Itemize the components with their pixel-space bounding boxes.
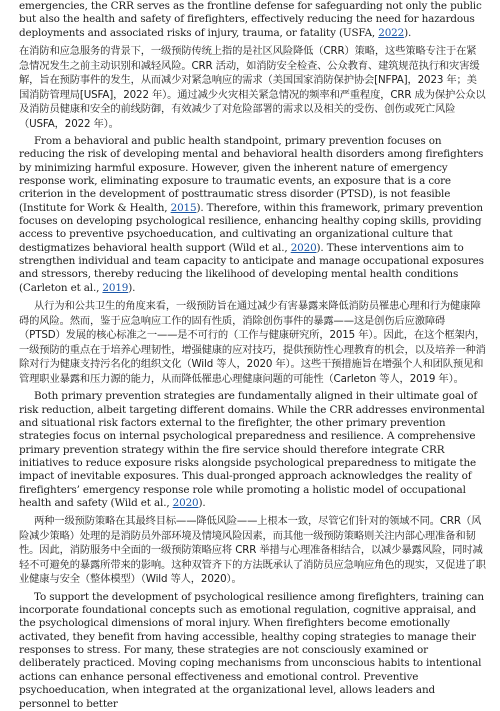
paragraph-text: ). [404,26,412,39]
paragraph-3-en [19,390,486,510]
paragraph-text: ). [128,281,136,294]
paragraph-text: ). Therefore, within this framework, primary prevention focuses on developing psychological resilience, enhancing healthy coping skills, providing access to preventive psychoeducation, and cultivating an organizational culture that destigmatizes behavioral health support (Wild et al., [19,201,483,254]
paragraph-text: 两种一级预防策略在其最终目标——降低风险——上根本一致，尽管它们针对的领域不同。CRR（风险减少策略）处理的是消防员外部环境及情境风险因素，而其他一级预防策略则关注内部心理准备和韧性。因此，消防服务中全面的一级预防策略应将 CRR 举措与心理准备相结合，以减少暴露风险，同时减轻不可避免的暴露所带来的影响。这种双管齐下的方法既承认了消防员应急响应角色的现实，又促进了职业健康与安全（整体模型）（Wild 等人，2020）。 [19,515,486,586]
paragraph-text: 从行为和公共卫生的角度来看，一级预防旨在通过减少有害暴露来降低消防员罹患心理和行为健康障碍的风险。然而，鉴于应急响应工作的固有性质，消除创伤事件的暴露——这是创伤后应激障碍（PTSD）发展的核心标准之一——是不可行的（工作与健康研究所，2015 年）。因此，在这个框架内，一级预防的重点在于培养心理韧性，增强健康的应对技巧，提供预防性心理教育的机会，以及培养一种消除对行为健康支持污名化的组织文化（Wild 等人，2020 年）。这些干预措施旨在增强个人和团队预见和管理职业暴露和压力源的能力，从而降低罹患心理健康问题的可能性（Carleton 等人，2019 年）。 [19,300,486,385]
paragraph-2-en [19,135,486,295]
paragraph-text: To support the development of psychological resilience among firefighters, training can incorporate foundational concepts such as emotional regulation, cognitive appraisal, and the psychological dimensions of moral injury. When firefighters become emotionally activated, they benefit from having accessible, healthy coping strategies to manage their responses to stress. For many, these strategies are not consciously examined or deliberately practiced. Moving coping mechanisms from unconscious habits to intentional actions can enhance personal effectiveness and emotional control. Preventive psychoeducation, when integrated at the organizational level, allows leaders and personnel to better [19,590,484,710]
paragraph-text: ). These interventions aim to strengthen individual and team capacity to anticipate and manage occupational exposures and stressors, thereby reducing the likelihood of developing mental health conditions (Carleton et al., [19,241,484,294]
citation-link[interactable]: 2020 [172,496,199,509]
paragraph-4-en [19,591,486,711]
citation-link[interactable]: 2020 [290,241,317,254]
citation-link[interactable]: 2022 [378,26,405,39]
paragraph-text: From a behavioral and public health standpoint, primary prevention focuses on reducing the risk of developing mental and behavioral health disorders among firefighters by minimizing harmful exposure. However, given the inherent nature of emergency response work, eliminating exposure to traumatic events, an exposure that is a core criterion in the development of posttraumatic stress disorder (PTSD), is not feasible (Institute for Work & Health, [19,135,484,214]
paragraph-2-zh [19,299,486,386]
paragraph-text: emergencies, the CRR serves as the frontline defense for safeguarding not only the public but also the health and safety of firefighters, effectively reducing the need for hazardous deployments and associated risks of injury, trauma, or fatality (USFA, [19,0,482,39]
paragraph-1-zh [19,44,486,131]
paragraph-3-zh [19,514,486,587]
paragraph-1-en [19,0,486,40]
citation-link[interactable]: 2015 [170,201,197,214]
paragraph-text: 在消防和应急服务的背景下，一级预防传统上指的是社区风险降低（CRR）策略，这些策略专注于在紧急情况发生之前主动识别和减轻风险。CRR 活动，如消防安全检查、公众教育、建筑规范执行和灾害缓解，旨在预防事件的发生，从而减少对紧急响应的需求（美国国家消防保护协会[NFPA]，2023 年；美国消防管理局[USFA]，2022 年）。通过减少火灾相关紧急情况的频率和严重程度，CRR 成为保护公众以及消防员健康和安全的前线防御，有效减少了对危险部署的需求以及相关的受伤、创伤或死亡风险（USFA，2022 年）。 [19,45,486,130]
paragraph-text: Both primary prevention strategies are fundamentally aligned in their ultimate goal of risk reduction, albeit targeting different domains. While the CRR addresses environmental and situational risk factors external to the firefighter, the other primary prevention strategies focus on internal psychological preparedness and resilience. A comprehensive primary prevention strategy within the fire service should therefore integrate CRR initiatives to reduce exposure risks alongside psychological preparedness to mitigate the impact of inevitable exposures. This dual-pronged approach acknowledges the reality of firefighters’ emergency response role while promoting a holistic model of occupational health and safety (Wild et al., [19,390,485,509]
citation-link[interactable]: 2019 [102,281,129,294]
paragraph-text: ). [198,496,206,509]
